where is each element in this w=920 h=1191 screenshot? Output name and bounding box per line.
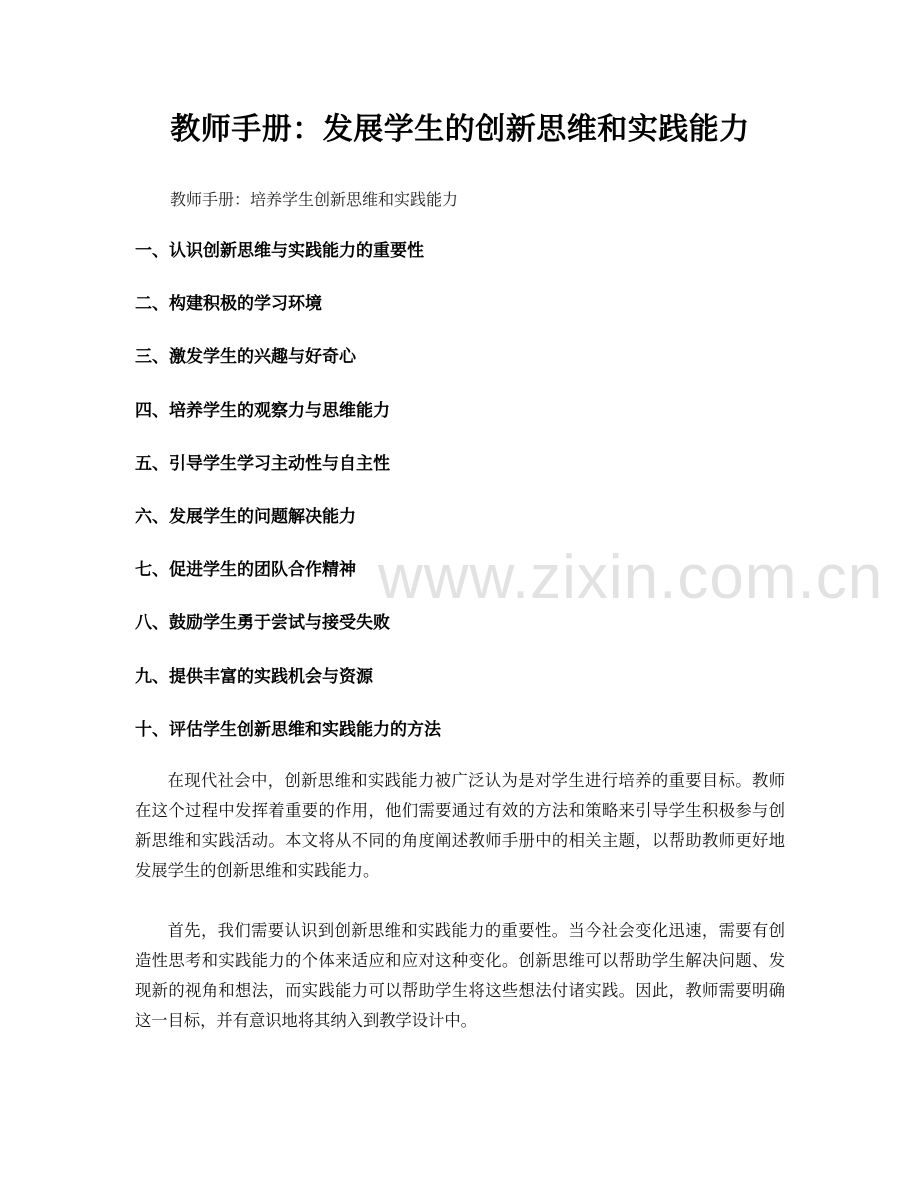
body-paragraph-1: 在现代社会中，创新思维和实践能力被广泛认为是对学生进行培养的重要目标。教师在这个过程中发挥着重要的作用，他们需要通过有效的方法和策略来引导学生积极参与创新思维和实践活动。本文将从不同的角度阐述教师手册中的相关主题，以帮助教师更好地发展学生的创新思维和实践能力。 bbox=[135, 771, 785, 880]
section-heading-3: 三、激发学生的兴趣与好奇心 bbox=[135, 347, 356, 368]
document-title: 教师手册：发展学生的创新思维和实践能力 bbox=[170, 112, 750, 147]
section-heading-5: 五、引导学生学习主动性与自主性 bbox=[135, 453, 390, 474]
section-heading-4: 四、培养学生的观察力与思维能力 bbox=[135, 400, 390, 421]
section-heading-8: 八、鼓励学生勇于尝试与接受失败 bbox=[135, 613, 390, 634]
section-heading-6: 六、发展学生的问题解决能力 bbox=[135, 506, 356, 527]
section-heading-1: 一、认识创新思维与实践能力的重要性 bbox=[135, 241, 424, 261]
section-heading-10: 十、评估学生创新思维和实践能力的方法 bbox=[135, 719, 441, 740]
section-heading-9: 九、提供丰富的实践机会与资源 bbox=[135, 666, 373, 687]
section-heading-2: 二、构建积极的学习环境 bbox=[135, 294, 322, 315]
section-heading-list bbox=[135, 238, 441, 770]
body-paragraph-2: 首先，我们需要认识到创新思维和实践能力的重要性。当今社会变化迅速，需要有创造性思考和实践能力的个体来适应和应对这种变化。创新思维可以帮助学生解决问题、发现新的视角和想法，而实践能力可以帮助学生将这些想法付诸实践。因此，教师需要明确这一目标，并有意识地将其纳入到教学设计中。 bbox=[135, 921, 785, 1030]
watermark-text: www.zixin.com.cn bbox=[378, 543, 884, 612]
document-subtitle: 教师手册：培养学生创新思维和实践能力 bbox=[170, 190, 459, 209]
section-heading-7: 七、促进学生的团队合作精神 bbox=[135, 560, 356, 581]
